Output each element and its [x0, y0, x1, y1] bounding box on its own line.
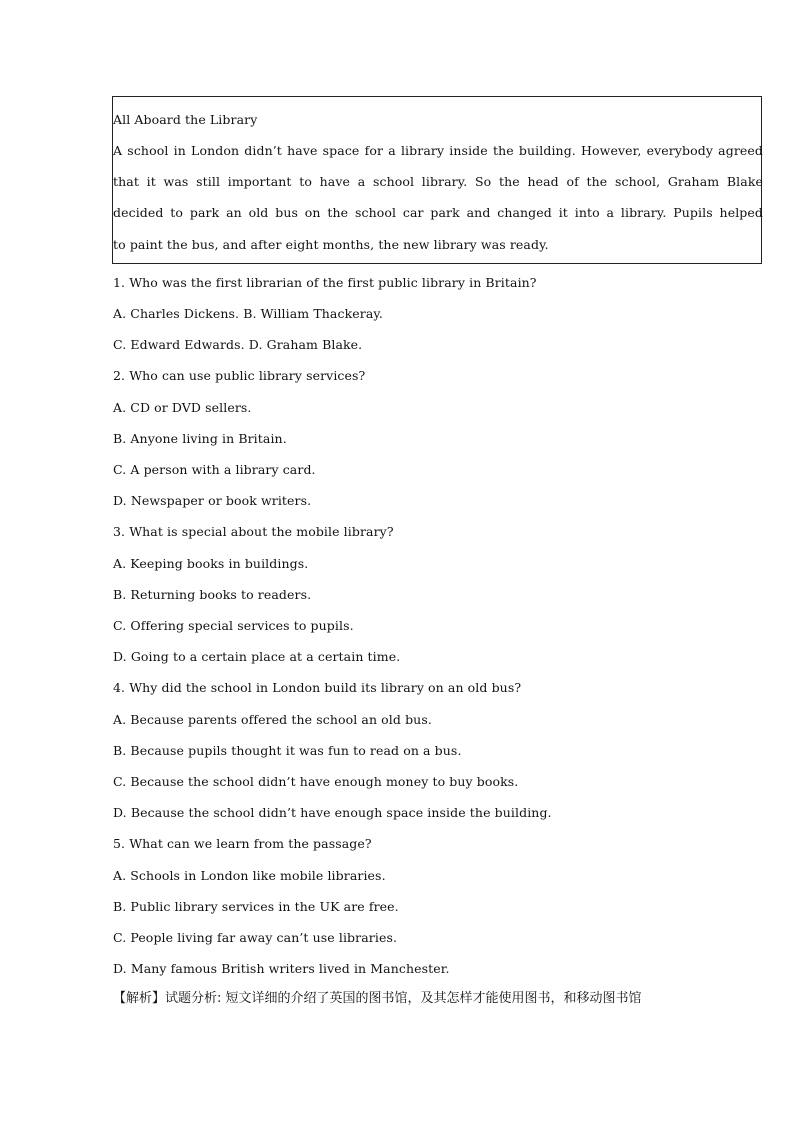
- question-4-option-c: C. Because the school didn’t have enough money to buy books.: [113, 774, 519, 789]
- question-5-option-d: D. Many famous British writers lived in Manchester.: [113, 961, 450, 976]
- question-3-option-b: B. Returning books to readers.: [113, 587, 312, 602]
- question-2-option-d: D. Newspaper or book writers.: [113, 493, 312, 508]
- passage-line: to paint the bus, and after eight months, the new library was ready.: [113, 237, 549, 252]
- question-2-option-b: B. Anyone living in Britain.: [113, 431, 287, 446]
- question-1-options-ab: A. Charles Dickens. B. William Thackeray.: [113, 306, 383, 321]
- question-2-option-c: C. A person with a library card.: [113, 462, 316, 477]
- question-2-option-a: A. CD or DVD sellers.: [113, 400, 252, 415]
- question-5-option-c: C. People living far away can’t use libraries.: [113, 930, 398, 945]
- question-5-option-a: A. Schools in London like mobile libraries.: [113, 868, 386, 883]
- analysis-text: 【解析】试题分析: 短文详细的介绍了英国的图书馆，及其怎样才能使用图书，和移动图书馆: [113, 991, 642, 1006]
- passage-line: decided to park an old bus on the school car park and changed it into a library. Pupils helped: [113, 205, 763, 220]
- question-1-stem: 1. Who was the first librarian of the first public library in Britain?: [113, 275, 537, 290]
- question-4-option-b: B. Because pupils thought it was fun to read on a bus.: [113, 743, 462, 758]
- question-3-stem: 3. What is special about the mobile library?: [113, 524, 394, 539]
- question-3-option-c: C. Offering special services to pupils.: [113, 618, 354, 633]
- question-3-option-a: A. Keeping books in buildings.: [113, 556, 309, 571]
- question-4-stem: 4. Why did the school in London build its library on an old bus?: [113, 680, 522, 695]
- question-5-option-b: B. Public library services in the UK are free.: [113, 899, 399, 914]
- passage-line: that it was still important to have a school library. So the head of the school, Graham Blake: [113, 174, 763, 189]
- passage-line: A school in London didn’t have space for a library inside the building. However, everybody agreed: [113, 143, 763, 158]
- question-1-options-cd: C. Edward Edwards. D. Graham Blake.: [113, 337, 363, 352]
- question-2-stem: 2. Who can use public library services?: [113, 368, 366, 383]
- question-4-option-a: A. Because parents offered the school an old bus.: [113, 712, 432, 727]
- passage-title: All Aboard the Library: [113, 112, 258, 127]
- question-3-option-d: D. Going to a certain place at a certain time.: [113, 649, 401, 664]
- question-4-option-d: D. Because the school didn’t have enough space inside the building.: [113, 805, 552, 820]
- question-5-stem: 5. What can we learn from the passage?: [113, 836, 372, 851]
